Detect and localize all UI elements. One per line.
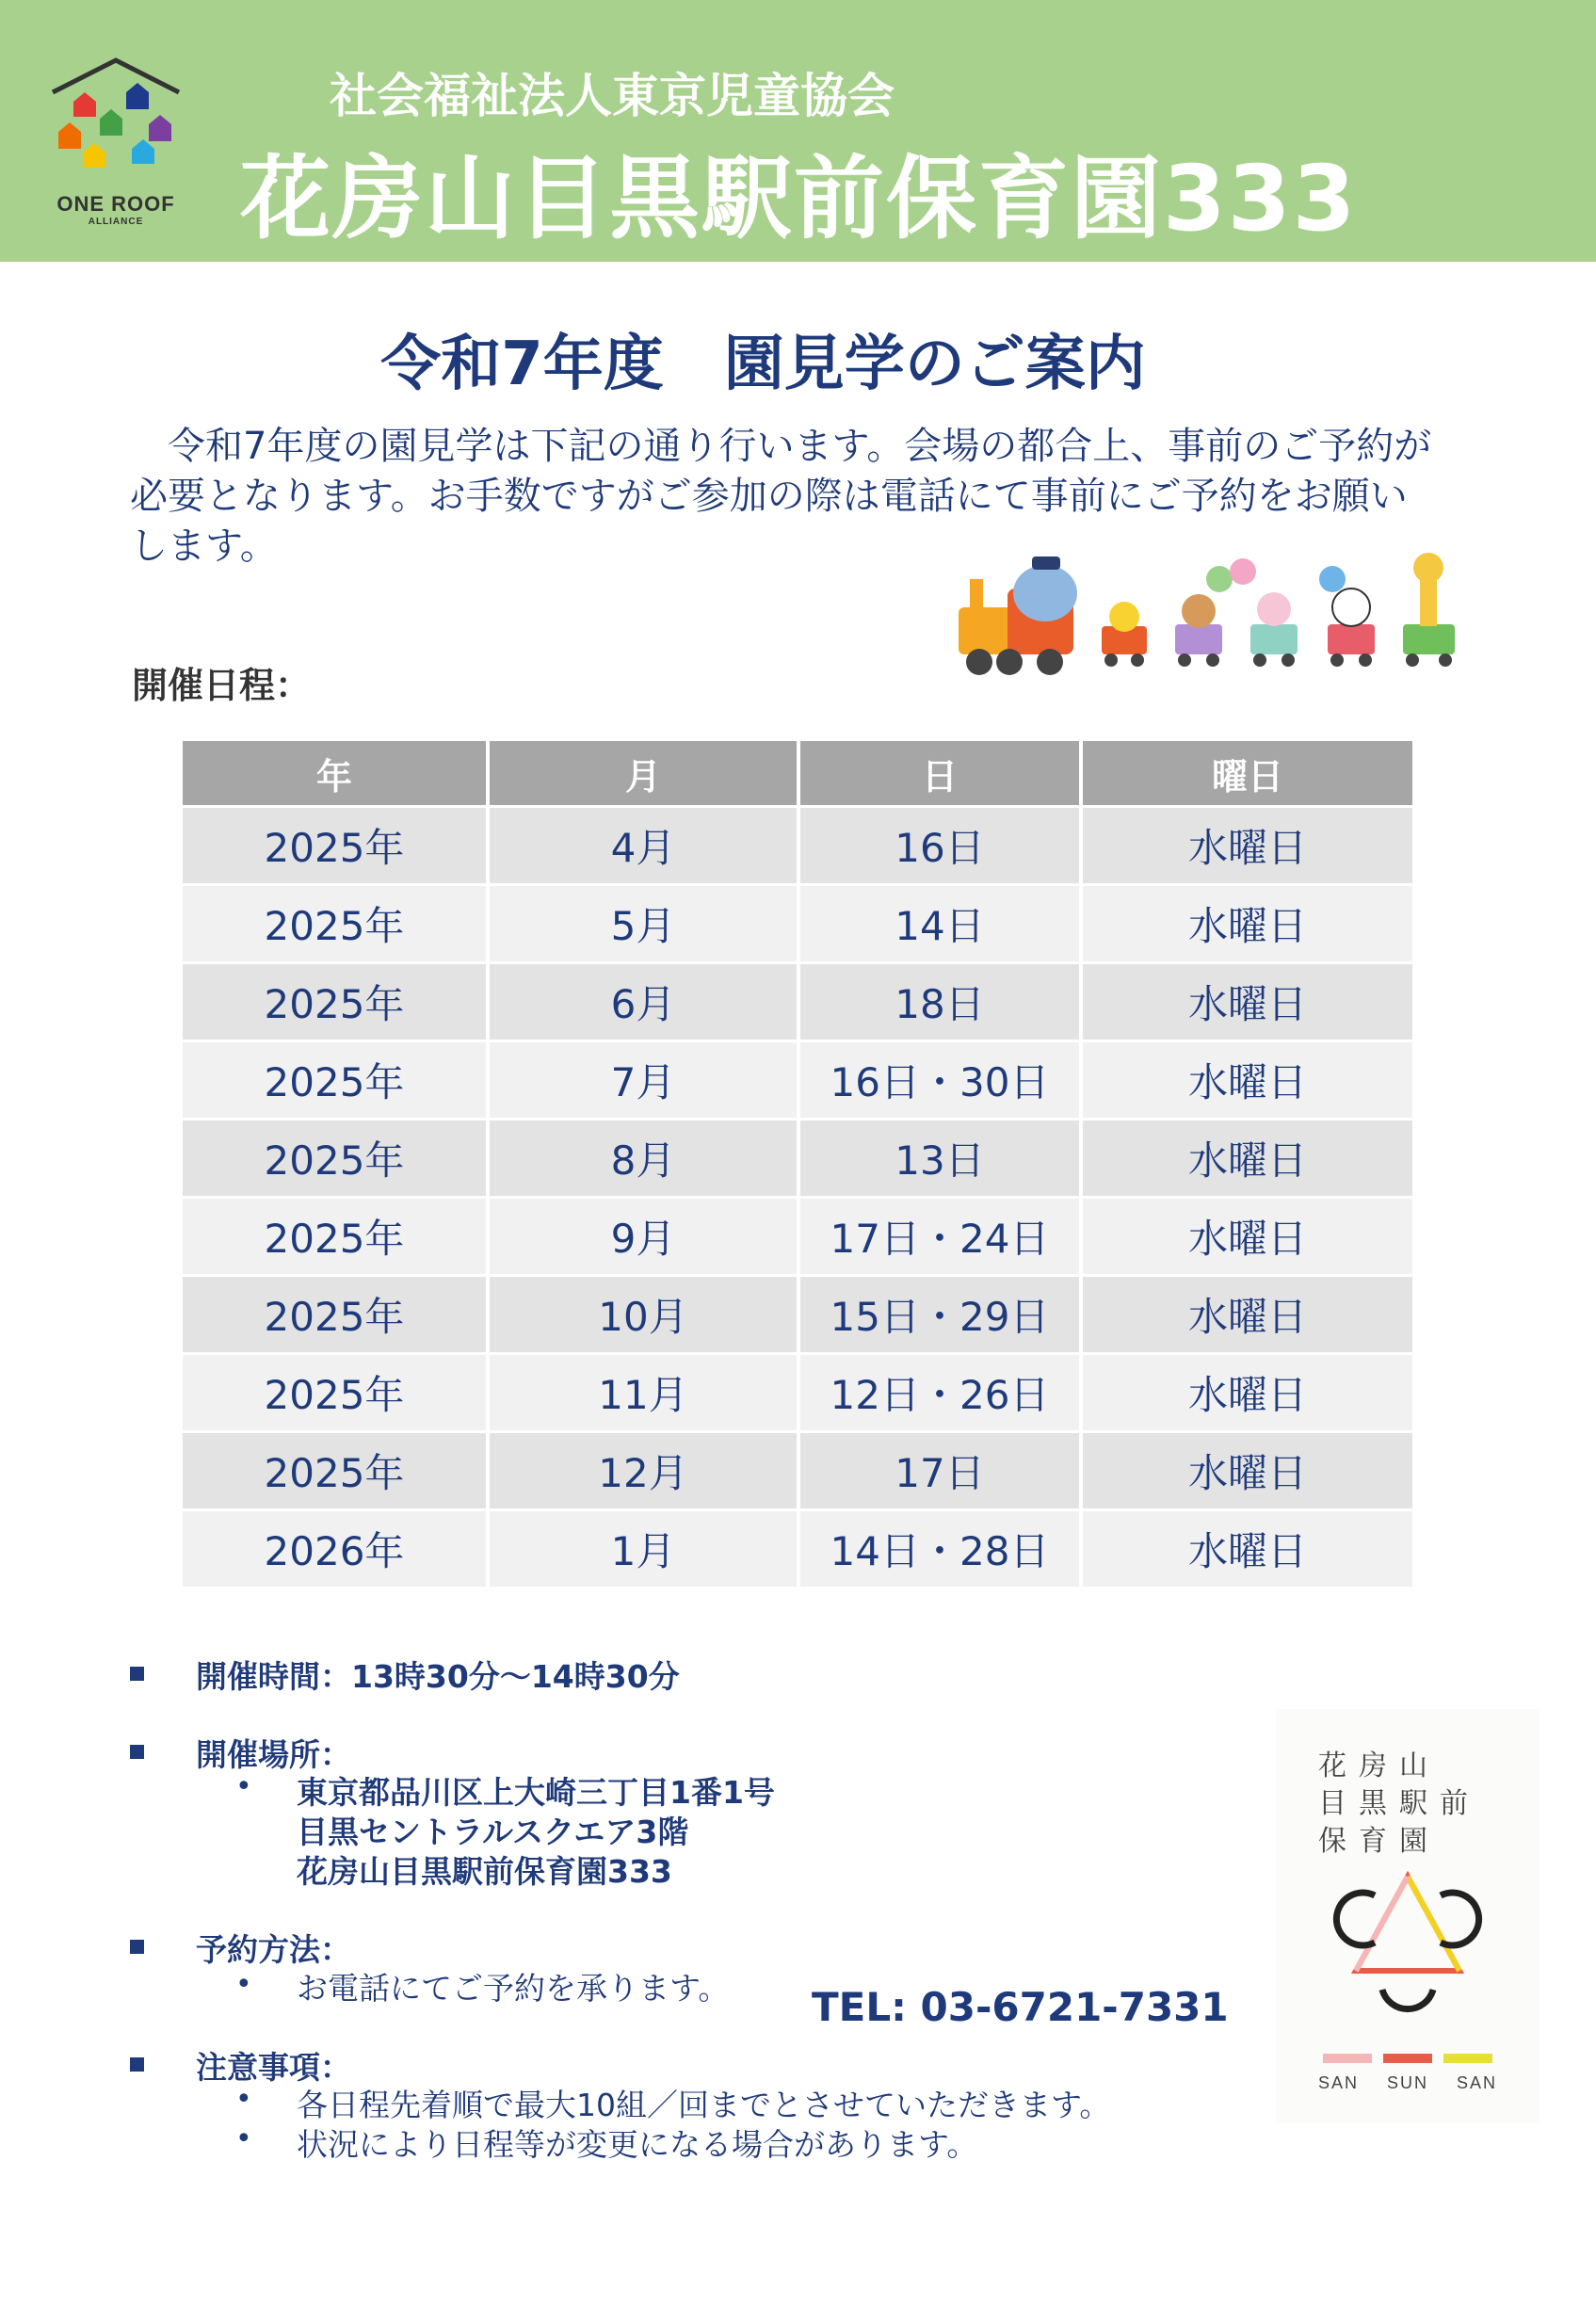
- logo-subtext: ALLIANCE: [88, 217, 144, 227]
- table-row: [183, 1433, 1412, 1508]
- table-cell-year: 2025年: [183, 1042, 486, 1118]
- table-cell-day: 18日: [800, 964, 1079, 1040]
- table-cell-weekday: 水曜日: [1083, 1511, 1412, 1587]
- table-cell-weekday: 水曜日: [1083, 964, 1412, 1040]
- schedule-label: 開催日程：: [132, 665, 312, 706]
- table-cell-day: 14日: [800, 886, 1079, 961]
- table-cell-weekday: 水曜日: [1083, 1042, 1412, 1118]
- table-cell-year: 2025年: [183, 808, 486, 883]
- table-cell-day: 13日: [800, 1121, 1079, 1196]
- table-cell-weekday: 水曜日: [1083, 1121, 1412, 1196]
- table-cell-weekday: 水曜日: [1083, 808, 1412, 883]
- table-cell-day: 12日・26日: [800, 1355, 1079, 1430]
- table-header-cell: 月: [490, 741, 797, 805]
- table-cell-month: 4月: [490, 808, 797, 883]
- triangle-circles-icon: [1318, 1867, 1497, 2037]
- table-header-cell: 曜日: [1083, 741, 1412, 805]
- dot-bullet-icon: •: [235, 1968, 252, 2001]
- square-bullet-icon: [130, 1667, 144, 1681]
- notes-label: 注意事項：: [196, 2049, 351, 2086]
- table-cell-weekday: 水曜日: [1083, 1199, 1412, 1274]
- table-cell-weekday: 水曜日: [1083, 1433, 1412, 1508]
- intro-paragraph: 令和7年度の園見学は下記の通り行います。会場の都合上、事前のご予約が必要となります。お手数ですがご参加の際は電話にて事前にご予約をお願いします。: [130, 425, 1432, 568]
- table-cell-month: 12月: [490, 1433, 797, 1508]
- brand-line: 保育園: [1318, 1825, 1440, 1858]
- animal-train-illustration-icon: [951, 551, 1478, 701]
- table-cell-month: 5月: [490, 886, 797, 961]
- table-cell-year: 2025年: [183, 1277, 486, 1352]
- school-name: 花房山目黒駅前保育園333: [240, 146, 1358, 251]
- brand-words: [1304, 2073, 1511, 2093]
- brand-word: SAN: [1317, 2073, 1359, 2092]
- telephone-number[interactable]: TEL: 03-6721-7331: [812, 1984, 1229, 2030]
- table-cell-day: 15日・29日: [800, 1277, 1079, 1352]
- brand-word: SUN: [1386, 2073, 1428, 2092]
- table-cell-year: 2025年: [183, 1355, 486, 1430]
- table-cell-year: 2025年: [183, 886, 486, 961]
- table-row: [183, 1042, 1412, 1118]
- table-cell-year: 2025年: [183, 1433, 486, 1508]
- table-cell-weekday: 水曜日: [1083, 886, 1412, 961]
- square-bullet-icon: [130, 2057, 144, 2072]
- organization-name: 社会福祉法人東京児童協会: [330, 69, 895, 123]
- table-cell-weekday: 水曜日: [1083, 1277, 1412, 1352]
- square-bullet-icon: [130, 1940, 144, 1954]
- note-item: 状況により日程等が変更になる場合があります。: [297, 2126, 978, 2163]
- place-school: 花房山目黒駅前保育園333: [297, 1853, 672, 1890]
- header-banner: [0, 0, 1596, 262]
- brand-word: SAN: [1456, 2073, 1497, 2092]
- table-cell-year: 2025年: [183, 1199, 486, 1274]
- table-cell-year: 2025年: [183, 964, 486, 1040]
- table-header-cell: 年: [183, 741, 486, 805]
- table-cell-month: 7月: [490, 1042, 797, 1118]
- table-cell-day: 17日・24日: [800, 1199, 1079, 1274]
- table-row: [183, 808, 1412, 883]
- time-label: 開催時間：13時30分～14時30分: [196, 1658, 680, 1695]
- table-row: [183, 1277, 1412, 1352]
- table-row: [183, 1199, 1412, 1274]
- table-row: [183, 1511, 1412, 1587]
- reservation-text: お電話にてご予約を承ります。: [297, 1970, 730, 2007]
- table-cell-year: 2025年: [183, 1121, 486, 1196]
- table-cell-day: 16日・30日: [800, 1042, 1079, 1118]
- school-brand-logo: [1276, 1709, 1540, 2123]
- table-row: [183, 886, 1412, 961]
- dot-bullet-icon: •: [235, 2122, 252, 2155]
- schedule-table: [183, 741, 1412, 1587]
- brand-line: 花房山: [1318, 1750, 1440, 1782]
- table-cell-month: 10月: [490, 1277, 797, 1352]
- dot-bullet-icon: •: [235, 2083, 252, 2116]
- logo-text: ONE ROOF: [56, 192, 175, 216]
- table-cell-day: 14日・28日: [800, 1511, 1079, 1587]
- place-building: 目黒セントラルスクエア3階: [297, 1814, 689, 1850]
- table-cell-month: 6月: [490, 964, 797, 1040]
- page-title: 令和7年度 園見学のご案内: [380, 330, 1146, 399]
- table-row: [183, 964, 1412, 1040]
- color-bars-icon: [1323, 2054, 1492, 2065]
- place-label: 開催場所：: [196, 1736, 351, 1773]
- place-address: 東京都品川区上大崎三丁目1番1号: [297, 1774, 775, 1811]
- table-cell-month: 8月: [490, 1121, 797, 1196]
- note-item: 各日程先着順で最大10組／回までとさせていただきます。: [297, 2087, 1111, 2123]
- table-header-cell: 日: [800, 741, 1079, 805]
- table-cell-weekday: 水曜日: [1083, 1355, 1412, 1430]
- brand-line: 目黒駅前: [1318, 1787, 1480, 1820]
- reservation-label: 予約方法：: [196, 1931, 351, 1968]
- table-row: [183, 1121, 1412, 1196]
- table-cell-day: 17日: [800, 1433, 1079, 1508]
- table-cell-day: 16日: [800, 808, 1079, 883]
- table-cell-month: 11月: [490, 1355, 797, 1430]
- dot-bullet-icon: •: [235, 1770, 252, 1803]
- table-cell-month: 1月: [490, 1511, 797, 1587]
- table-row: [183, 1355, 1412, 1430]
- table-cell-year: 2026年: [183, 1511, 486, 1587]
- table-header-row: [183, 741, 1412, 805]
- table-cell-month: 9月: [490, 1199, 797, 1274]
- square-bullet-icon: [130, 1745, 144, 1759]
